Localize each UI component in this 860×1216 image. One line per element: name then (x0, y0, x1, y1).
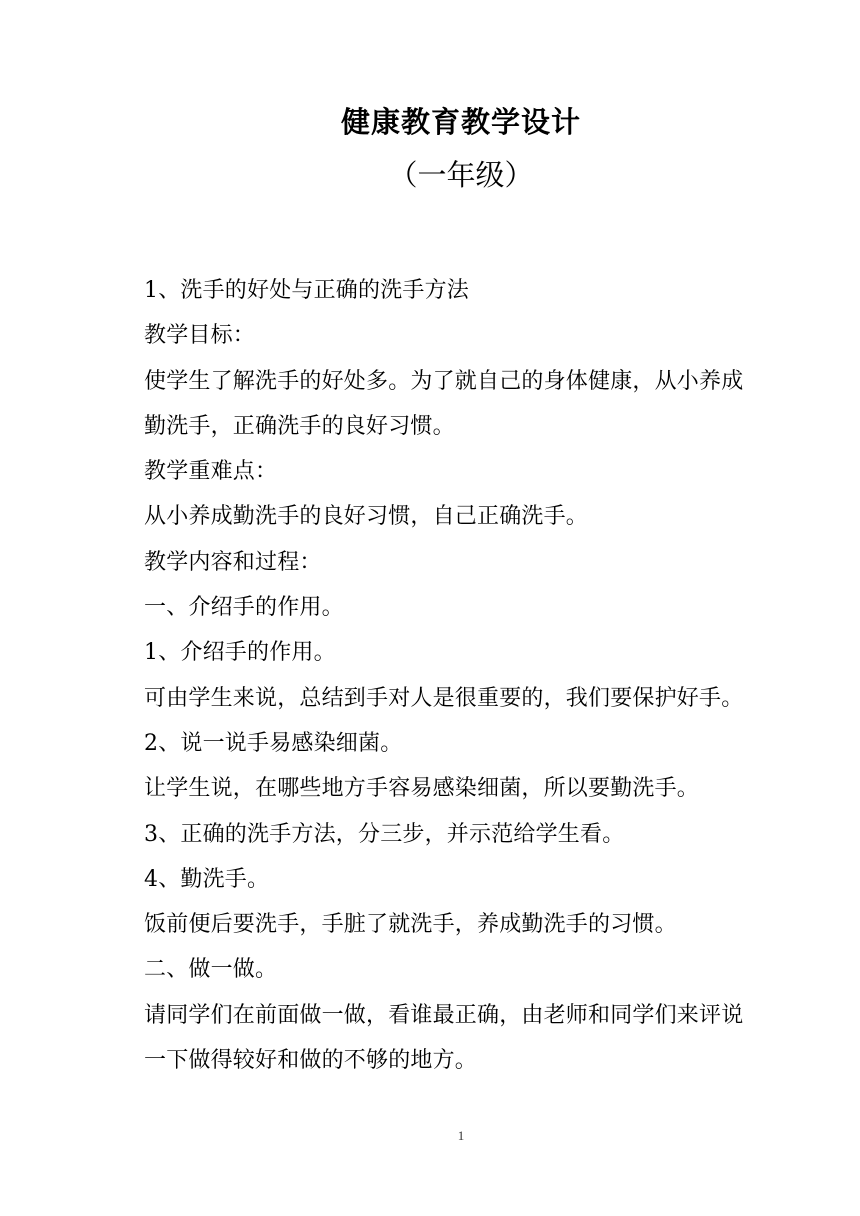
body-line: 一、介绍手的作用。 (144, 595, 344, 621)
document-title: 健康教育教学设计 (340, 105, 581, 139)
document-body (144, 268, 784, 1083)
body-line: 一下做得较好和做的不够的地方。 (144, 1048, 478, 1074)
body-line: 3、正确的洗手方法，分三步，并示范给学生看。 (144, 821, 625, 847)
body-line: 教学内容和过程： (144, 549, 322, 575)
body-line: 1、介绍手的作用。 (144, 640, 336, 666)
body-line: 4、勤洗手。 (144, 866, 270, 892)
body-line: 教学目标： (144, 323, 256, 349)
document-subtitle: （一年级） (388, 158, 534, 192)
body-line: 饭前便后要洗手，手脏了就洗手，养成勤洗手的习惯。 (144, 912, 677, 938)
body-line: 1、洗手的好处与正确的洗手方法 (144, 278, 469, 303)
body-line: 可由学生来说，总结到手对人是很重要的，我们要保护好手。 (144, 685, 744, 711)
body-line: 二、做一做。 (144, 957, 278, 983)
body-line: 让学生说，在哪些地方手容易感染细菌，所以要勤洗手。 (144, 776, 700, 802)
body-line: 请同学们在前面做一做，看谁最正确，由老师和同学们来评说 (144, 1002, 744, 1028)
page-number: 1 (457, 1128, 465, 1143)
body-line: 教学重难点： (144, 459, 278, 485)
body-line: 使学生了解洗手的好处多。为了就自己的身体健康，从小养成 (144, 368, 744, 394)
body-line: 2、说一说手易感染细菌。 (144, 730, 403, 756)
body-line: 勤洗手，正确洗手的良好习惯。 (144, 413, 455, 439)
body-line: 从小养成勤洗手的良好习惯，自己正确洗手。 (144, 504, 589, 530)
